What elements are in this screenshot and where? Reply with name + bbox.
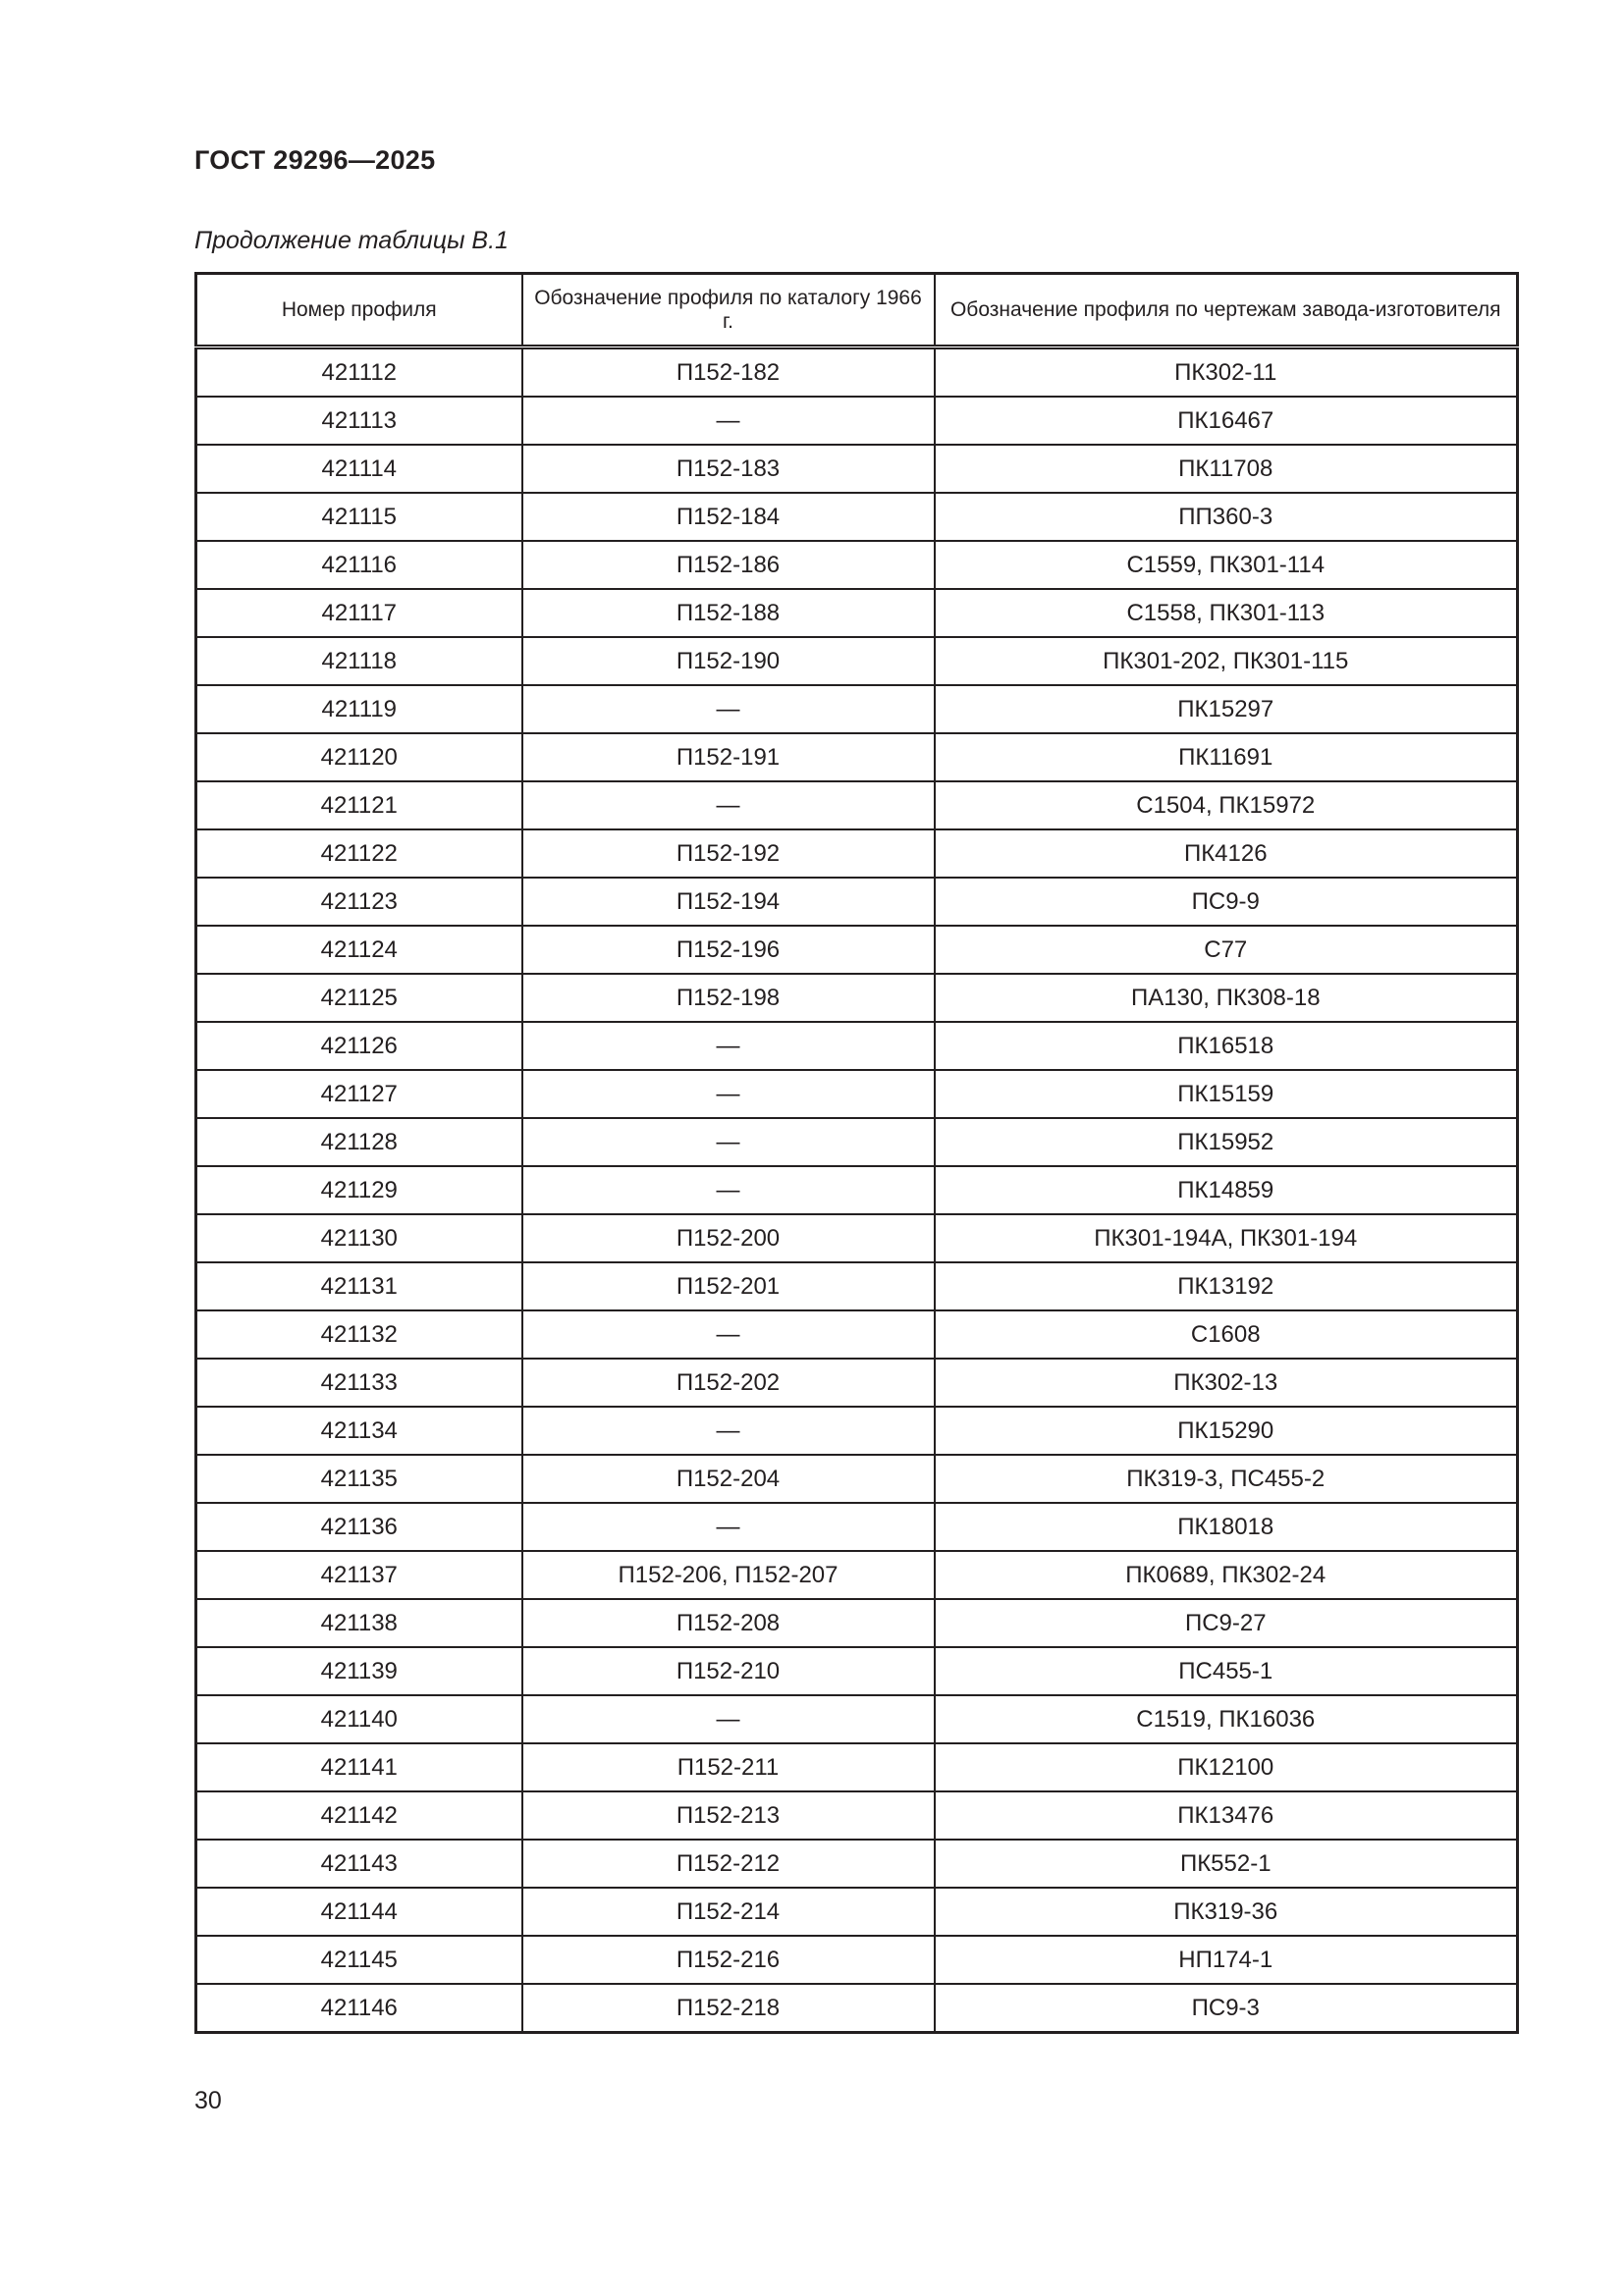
- catalog-1966-cell: —: [522, 1503, 935, 1551]
- factory-designation-cell: ПК16467: [935, 397, 1518, 445]
- table-row: [196, 445, 1518, 493]
- catalog-1966-cell: П152-211: [522, 1743, 935, 1791]
- table-row: [196, 733, 1518, 781]
- profile-number-cell: 421128: [196, 1118, 522, 1166]
- table-row: [196, 1022, 1518, 1070]
- profile-number-cell: 421133: [196, 1359, 522, 1407]
- profile-number-cell: 421112: [196, 347, 522, 398]
- page-number: 30: [194, 2087, 222, 2114]
- catalog-1966-cell: П152-183: [522, 445, 935, 493]
- table-row: [196, 541, 1518, 589]
- catalog-1966-cell: П152-210: [522, 1647, 935, 1695]
- profile-number-cell: 421126: [196, 1022, 522, 1070]
- factory-designation-cell: ПК15952: [935, 1118, 1518, 1166]
- factory-designation-cell: ПК302-13: [935, 1359, 1518, 1407]
- catalog-1966-cell: П152-196: [522, 926, 935, 974]
- catalog-1966-cell: П152-194: [522, 878, 935, 926]
- profile-number-cell: 421132: [196, 1310, 522, 1359]
- table-row: [196, 1936, 1518, 1984]
- catalog-1966-cell: П152-191: [522, 733, 935, 781]
- catalog-1966-cell: П152-188: [522, 589, 935, 637]
- table-row: [196, 493, 1518, 541]
- catalog-1966-cell: —: [522, 1166, 935, 1214]
- factory-designation-cell: ПК18018: [935, 1503, 1518, 1551]
- catalog-1966-cell: П152-192: [522, 829, 935, 878]
- table-row: [196, 1647, 1518, 1695]
- factory-designation-cell: НП174-1: [935, 1936, 1518, 1984]
- catalog-1966-cell: П152-201: [522, 1262, 935, 1310]
- catalog-1966-cell: П152-200: [522, 1214, 935, 1262]
- profile-number-cell: 421119: [196, 685, 522, 733]
- profile-number-cell: 421125: [196, 974, 522, 1022]
- table-row: [196, 1214, 1518, 1262]
- factory-designation-cell: С1608: [935, 1310, 1518, 1359]
- factory-designation-cell: ПК14859: [935, 1166, 1518, 1214]
- profile-number-cell: 421129: [196, 1166, 522, 1214]
- table-row: [196, 829, 1518, 878]
- column-header-factory-drawings: Обозначение профиля по чертежам завода-изготовителя: [935, 274, 1518, 347]
- catalog-1966-cell: —: [522, 397, 935, 445]
- profile-number-cell: 421145: [196, 1936, 522, 1984]
- table-row: [196, 1166, 1518, 1214]
- profile-number-cell: 421118: [196, 637, 522, 685]
- factory-designation-cell: ПК15290: [935, 1407, 1518, 1455]
- profile-number-cell: 421130: [196, 1214, 522, 1262]
- table-row: [196, 1599, 1518, 1647]
- profile-number-cell: 421142: [196, 1791, 522, 1840]
- factory-designation-cell: ПК0689, ПК302-24: [935, 1551, 1518, 1599]
- table-row: [196, 974, 1518, 1022]
- table-row: [196, 1984, 1518, 2033]
- profile-number-cell: 421113: [196, 397, 522, 445]
- catalog-1966-cell: —: [522, 685, 935, 733]
- catalog-1966-cell: —: [522, 1407, 935, 1455]
- document-standard-title: ГОСТ 29296—2025: [194, 145, 436, 175]
- column-header-profile-number: Номер профиля: [196, 274, 522, 347]
- table-row: [196, 1503, 1518, 1551]
- factory-designation-cell: С77: [935, 926, 1518, 974]
- profile-number-cell: 421122: [196, 829, 522, 878]
- table-row: [196, 589, 1518, 637]
- factory-designation-cell: ПК15159: [935, 1070, 1518, 1118]
- profile-number-cell: 421137: [196, 1551, 522, 1599]
- factory-designation-cell: ПК4126: [935, 829, 1518, 878]
- factory-designation-cell: ПК319-36: [935, 1888, 1518, 1936]
- factory-designation-cell: ПА130, ПК308-18: [935, 974, 1518, 1022]
- factory-designation-cell: ПК11691: [935, 733, 1518, 781]
- catalog-1966-cell: П152-184: [522, 493, 935, 541]
- factory-designation-cell: ПС9-3: [935, 1984, 1518, 2033]
- factory-designation-cell: С1558, ПК301-113: [935, 589, 1518, 637]
- profile-number-cell: 421115: [196, 493, 522, 541]
- catalog-1966-cell: П152-204: [522, 1455, 935, 1503]
- catalog-1966-cell: П152-212: [522, 1840, 935, 1888]
- table-row: [196, 1310, 1518, 1359]
- factory-designation-cell: С1519, ПК16036: [935, 1695, 1518, 1743]
- profile-number-cell: 421117: [196, 589, 522, 637]
- factory-designation-cell: ПК13192: [935, 1262, 1518, 1310]
- profile-number-cell: 421146: [196, 1984, 522, 2033]
- factory-designation-cell: ПК319-3, ПС455-2: [935, 1455, 1518, 1503]
- table-header: [196, 274, 1518, 347]
- table-row: [196, 1840, 1518, 1888]
- table-caption: Продолжение таблицы В.1: [194, 227, 509, 254]
- catalog-1966-cell: П152-190: [522, 637, 935, 685]
- factory-designation-cell: ПК12100: [935, 1743, 1518, 1791]
- table-row: [196, 926, 1518, 974]
- profile-number-cell: 421134: [196, 1407, 522, 1455]
- catalog-1966-cell: —: [522, 1695, 935, 1743]
- catalog-1966-cell: —: [522, 1118, 935, 1166]
- profile-number-cell: 421144: [196, 1888, 522, 1936]
- profile-number-cell: 421138: [196, 1599, 522, 1647]
- factory-designation-cell: ПК301-202, ПК301-115: [935, 637, 1518, 685]
- table-row: [196, 347, 1518, 398]
- profile-number-cell: 421116: [196, 541, 522, 589]
- table-row: [196, 878, 1518, 926]
- profile-number-cell: 421135: [196, 1455, 522, 1503]
- table-row: [196, 1407, 1518, 1455]
- profile-number-cell: 421143: [196, 1840, 522, 1888]
- table-row: [196, 1262, 1518, 1310]
- profiles-table: [194, 272, 1519, 2034]
- table-row: [196, 1359, 1518, 1407]
- table-row: [196, 1888, 1518, 1936]
- catalog-1966-cell: П152-208: [522, 1599, 935, 1647]
- table-row: [196, 637, 1518, 685]
- table-row: [196, 1118, 1518, 1166]
- profile-number-cell: 421141: [196, 1743, 522, 1791]
- profile-number-cell: 421120: [196, 733, 522, 781]
- factory-designation-cell: ПК13476: [935, 1791, 1518, 1840]
- factory-designation-cell: С1504, ПК15972: [935, 781, 1518, 829]
- catalog-1966-cell: П152-213: [522, 1791, 935, 1840]
- profile-number-cell: 421136: [196, 1503, 522, 1551]
- catalog-1966-cell: П152-186: [522, 541, 935, 589]
- factory-designation-cell: ПК302-11: [935, 347, 1518, 398]
- profile-number-cell: 421124: [196, 926, 522, 974]
- factory-designation-cell: ПК15297: [935, 685, 1518, 733]
- catalog-1966-cell: П152-202: [522, 1359, 935, 1407]
- table-body: [196, 347, 1518, 2033]
- factory-designation-cell: ПС9-9: [935, 878, 1518, 926]
- factory-designation-cell: ПК16518: [935, 1022, 1518, 1070]
- catalog-1966-cell: —: [522, 1070, 935, 1118]
- table-row: [196, 1455, 1518, 1503]
- profile-number-cell: 421131: [196, 1262, 522, 1310]
- profile-number-cell: 421140: [196, 1695, 522, 1743]
- factory-designation-cell: ПК301-194А, ПК301-194: [935, 1214, 1518, 1262]
- catalog-1966-cell: П152-206, П152-207: [522, 1551, 935, 1599]
- factory-designation-cell: ПП360-3: [935, 493, 1518, 541]
- table-row: [196, 781, 1518, 829]
- table-row: [196, 1743, 1518, 1791]
- factory-designation-cell: ПК552-1: [935, 1840, 1518, 1888]
- profile-number-cell: 421114: [196, 445, 522, 493]
- catalog-1966-cell: —: [522, 1310, 935, 1359]
- profile-number-cell: 421121: [196, 781, 522, 829]
- factory-designation-cell: ПС9-27: [935, 1599, 1518, 1647]
- table-row: [196, 685, 1518, 733]
- catalog-1966-cell: П152-218: [522, 1984, 935, 2033]
- profile-number-cell: 421123: [196, 878, 522, 926]
- catalog-1966-cell: —: [522, 781, 935, 829]
- profile-number-cell: 421127: [196, 1070, 522, 1118]
- catalog-1966-cell: П152-182: [522, 347, 935, 398]
- table-row: [196, 397, 1518, 445]
- catalog-1966-cell: П152-214: [522, 1888, 935, 1936]
- factory-designation-cell: ПС455-1: [935, 1647, 1518, 1695]
- table-header-row: [196, 274, 1518, 347]
- table-row: [196, 1070, 1518, 1118]
- table-row: [196, 1551, 1518, 1599]
- catalog-1966-cell: —: [522, 1022, 935, 1070]
- table-row: [196, 1791, 1518, 1840]
- factory-designation-cell: С1559, ПК301-114: [935, 541, 1518, 589]
- table-row: [196, 1695, 1518, 1743]
- factory-designation-cell: ПК11708: [935, 445, 1518, 493]
- catalog-1966-cell: П152-198: [522, 974, 935, 1022]
- column-header-catalog-1966: Обозначение профиля по каталогу 1966 г.: [522, 274, 935, 347]
- profile-number-cell: 421139: [196, 1647, 522, 1695]
- catalog-1966-cell: П152-216: [522, 1936, 935, 1984]
